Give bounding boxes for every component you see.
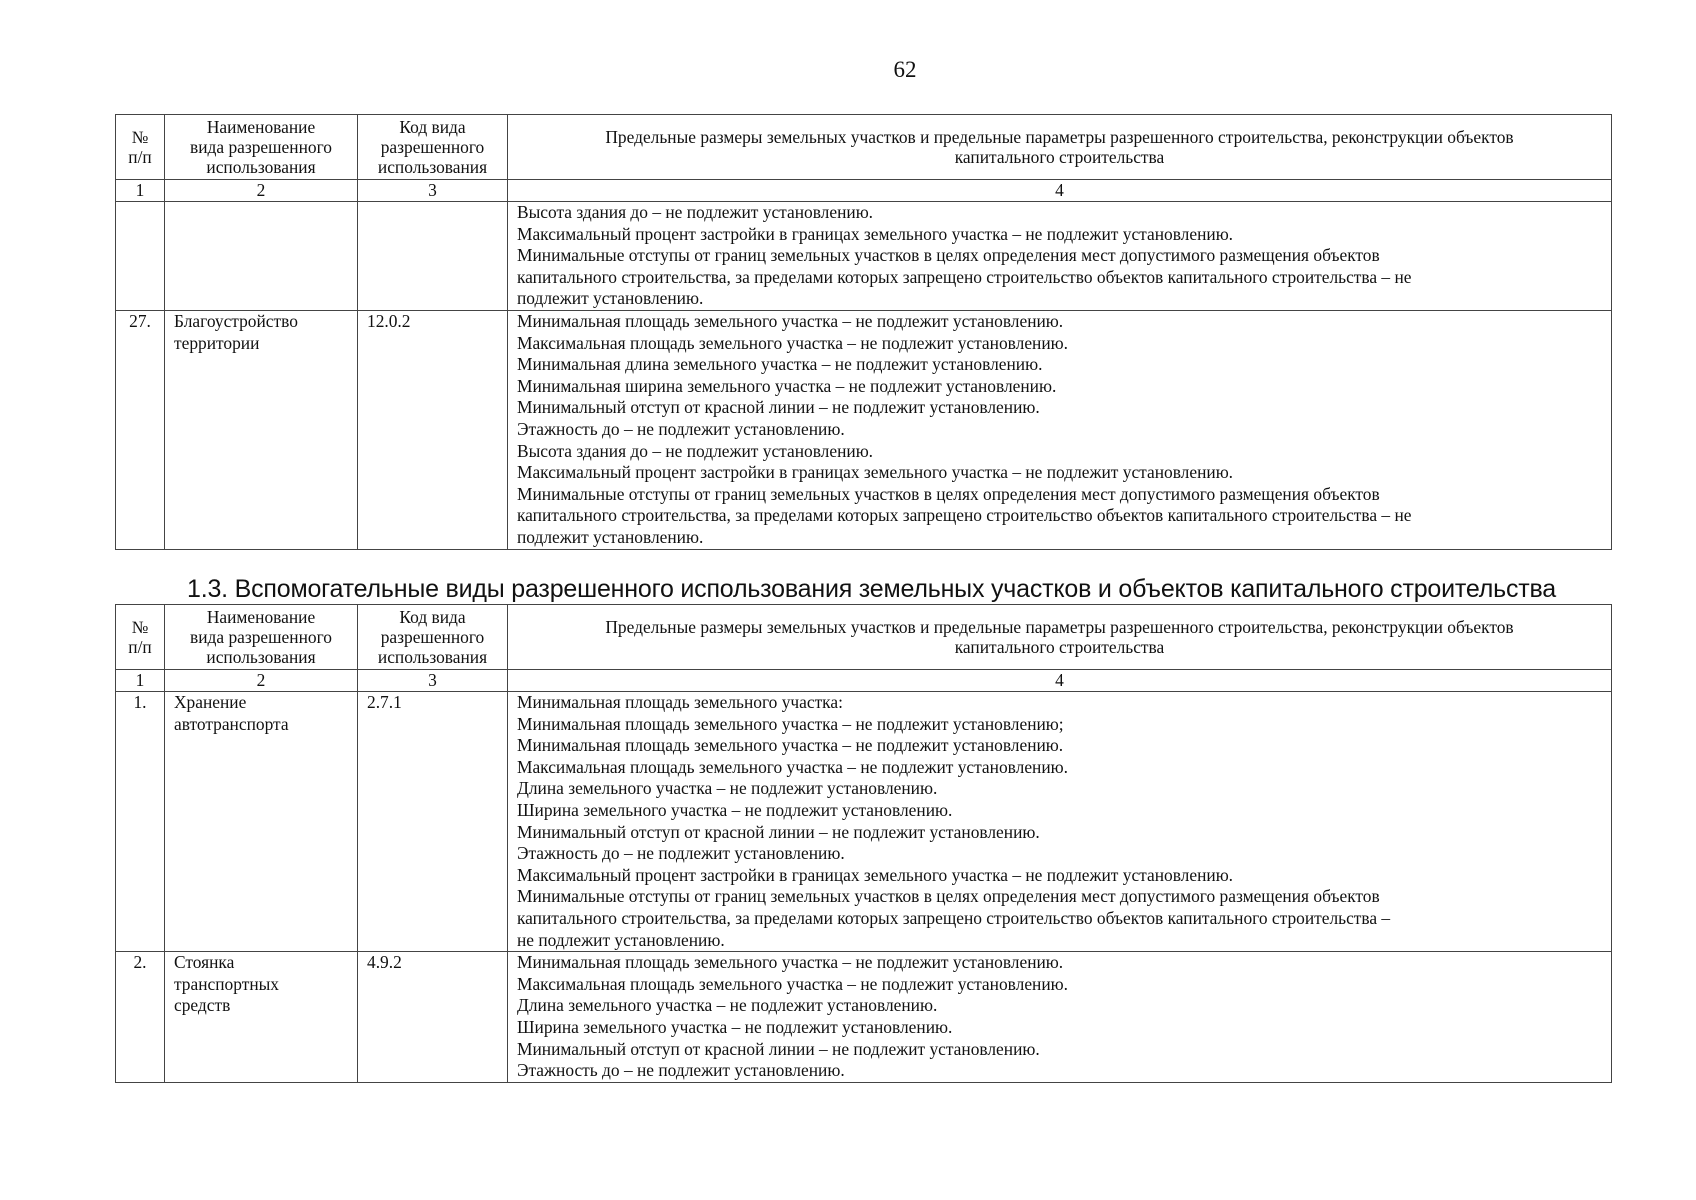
- parameters-cell: [508, 692, 1612, 952]
- parameter-line: Минимальный отступ от красной линии – не подлежит установлению.: [517, 397, 1040, 418]
- parameter-line: Минимальные отступы от границ земельных участков в целях определения мест допустимого размещения объектов: [517, 483, 1380, 504]
- land-use-table-auxiliary: [115, 604, 1612, 1083]
- parameter-line: Минимальная площадь земельного участка – не подлежит установлению;: [517, 713, 1064, 734]
- parameter-line: Минимальная длина земельного участка – не подлежит установлению.: [517, 354, 1043, 375]
- column-number: 3: [358, 180, 508, 202]
- table-row: [116, 952, 1612, 1083]
- parameter-line: Этажность до – не подлежит установлению.: [517, 843, 845, 864]
- column-number-row: [116, 670, 1612, 692]
- parameter-line: Максимальный процент застройки в границах земельного участка – не подлежит установлению.: [517, 223, 1234, 244]
- parameter-line: капитального строительства, за пределами которых запрещено строительство объектов капитального строительства –: [517, 907, 1391, 928]
- header-number: № п/п: [116, 605, 165, 670]
- parameter-line: Минимальная ширина земельного участка – не подлежит установлению.: [517, 375, 1057, 396]
- table-body: [116, 692, 1612, 1083]
- parameter-line: капитального строительства, за пределами которых запрещено строительство объектов капитального строительства – не: [517, 266, 1412, 287]
- parameter-line: Высота здания до – не подлежит установлению.: [517, 440, 874, 461]
- row-number: [116, 202, 165, 311]
- parameter-line: капитального строительства, за пределами которых запрещено строительство объектов капитального строительства – не: [517, 505, 1412, 526]
- column-number: 4: [508, 670, 1612, 692]
- table-body: [116, 202, 1612, 550]
- column-number: 2: [165, 180, 358, 202]
- parameter-line: Ширина земельного участка – не подлежит установлению.: [517, 799, 953, 820]
- parameter-line: Этажность до – не подлежит установлению.: [517, 1060, 845, 1081]
- use-name: Благоустройство территории: [165, 310, 358, 549]
- parameters-cell: [508, 202, 1612, 311]
- column-number: 2: [165, 670, 358, 692]
- parameter-line: не подлежит установлению.: [517, 929, 725, 950]
- use-code: 4.9.2: [358, 952, 508, 1083]
- table-header-row: [116, 115, 1612, 180]
- parameter-line: Этажность до – не подлежит установлению.: [517, 418, 845, 439]
- row-number: 2.: [116, 952, 165, 1083]
- parameter-line: Максимальный процент застройки в границах земельного участка – не подлежит установлению.: [517, 864, 1234, 885]
- parameter-line: Минимальные отступы от границ земельных участков в целях определения мест допустимого размещения объектов: [517, 245, 1380, 266]
- use-code: 12.0.2: [358, 310, 508, 549]
- parameter-line: Высота здания до – не подлежит установлению.: [517, 202, 874, 222]
- parameters-cell: [508, 952, 1612, 1083]
- parameter-line: Минимальная площадь земельного участка – не подлежит установлению.: [517, 952, 1064, 973]
- use-code: [358, 202, 508, 311]
- page-number: 62: [893, 57, 917, 82]
- table-row: [116, 692, 1612, 952]
- column-number-row: [116, 180, 1612, 202]
- parameter-line: Максимальная площадь земельного участка – не подлежит установлению.: [517, 973, 1068, 994]
- land-use-table-main: [115, 114, 1612, 550]
- parameters-cell: [508, 310, 1612, 549]
- header-parameters: Предельные размеры земельных участков и предельные параметры разрешенного строительства, реконструкции объектов капитального строительства: [508, 115, 1612, 180]
- use-name: Стоянка транспортных средств: [165, 952, 358, 1083]
- parameter-line: Максимальный процент застройки в границах земельного участка – не подлежит установлению.: [517, 462, 1234, 483]
- table-header-row: [116, 605, 1612, 670]
- use-code: 2.7.1: [358, 692, 508, 952]
- header-use-code: Код вида разрешенного использования: [358, 605, 508, 670]
- use-name: Хранение автотранспорта: [165, 692, 358, 952]
- section-heading: 1.3. Вспомогательные виды разрешенного использования земельных участков и объектов капитального строительства: [187, 575, 1557, 603]
- table-row: [116, 202, 1612, 311]
- header-use-code: Код вида разрешенного использования: [358, 115, 508, 180]
- header-use-name: Наименование вида разрешенного использования: [165, 605, 358, 670]
- column-number: 1: [116, 180, 165, 202]
- header-parameters: Предельные размеры земельных участков и предельные параметры разрешенного строительства, реконструкции объектов капитального строительства: [508, 605, 1612, 670]
- parameter-line: подлежит установлению.: [517, 526, 704, 547]
- table-row: [116, 310, 1612, 549]
- parameter-line: Минимальный отступ от красной линии – не подлежит установлению.: [517, 1038, 1040, 1059]
- parameter-line: Минимальная площадь земельного участка:: [517, 692, 843, 712]
- row-number: 1.: [116, 692, 165, 952]
- parameter-line: Максимальная площадь земельного участка – не подлежит установлению.: [517, 332, 1068, 353]
- header-use-name: Наименование вида разрешенного использования: [165, 115, 358, 180]
- use-name: [165, 202, 358, 311]
- parameter-line: Минимальные отступы от границ земельных участков в целях определения мест допустимого размещения объектов: [517, 886, 1380, 907]
- column-number: 3: [358, 670, 508, 692]
- column-number: 1: [116, 670, 165, 692]
- parameter-line: Минимальная площадь земельного участка – не подлежит установлению.: [517, 735, 1064, 756]
- row-number: 27.: [116, 310, 165, 549]
- parameter-line: Длина земельного участка – не подлежит установлению.: [517, 778, 938, 799]
- parameter-line: Минимальный отступ от красной линии – не подлежит установлению.: [517, 821, 1040, 842]
- parameter-line: Максимальная площадь земельного участка – не подлежит установлению.: [517, 756, 1068, 777]
- column-number: 4: [508, 180, 1612, 202]
- parameter-line: Минимальная площадь земельного участка – не подлежит установлению.: [517, 310, 1064, 331]
- parameter-line: Длина земельного участка – не подлежит установлению.: [517, 995, 938, 1016]
- header-number: № п/п: [116, 115, 165, 180]
- parameter-line: Ширина земельного участка – не подлежит установлению.: [517, 1016, 953, 1037]
- parameter-line: подлежит установлению.: [517, 288, 704, 309]
